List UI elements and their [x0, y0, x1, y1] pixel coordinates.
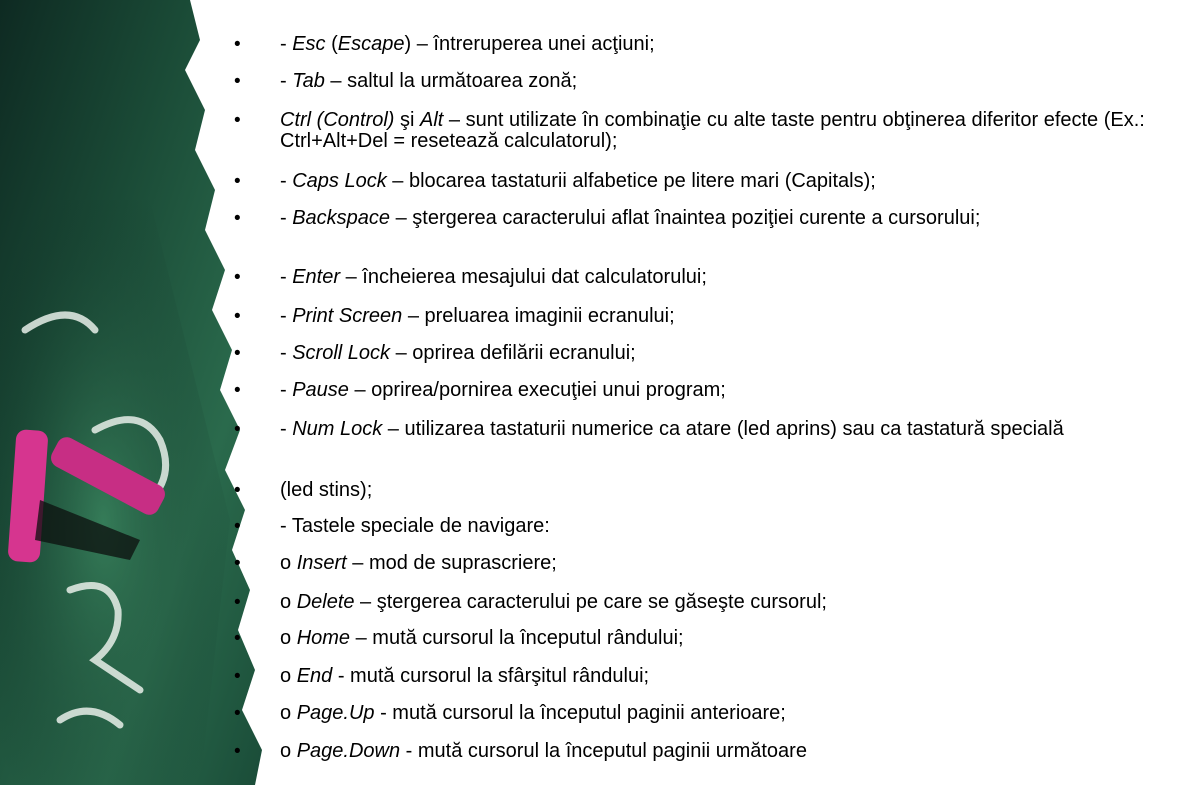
text-segment: şi	[394, 109, 421, 131]
key-name: Insert	[296, 552, 347, 574]
bullet-icon: •	[234, 267, 241, 288]
list-item-text	[280, 703, 1160, 724]
bullet-icon: •	[234, 592, 241, 613]
list-item-text	[280, 71, 1160, 92]
list-item-text	[280, 208, 1160, 229]
text-segment: o	[280, 627, 297, 649]
key-name: Pause	[292, 379, 349, 401]
key-name: Home	[296, 627, 351, 649]
bullet-icon: •	[234, 741, 241, 762]
key-name: Num Lock	[292, 418, 383, 440]
key-name: Page.Up	[296, 702, 375, 724]
text-segment: ) – întreruperea unei acţiuni;	[404, 33, 655, 55]
bullet-icon: •	[234, 480, 241, 501]
text-segment: -	[280, 70, 293, 92]
bullet-icon: •	[234, 666, 241, 687]
key-name: Enter	[292, 266, 341, 288]
text-segment: – oprirea defilării ecranului;	[390, 342, 636, 364]
text-segment: – saltul la următoarea zonă;	[324, 70, 578, 92]
list-item-text	[280, 666, 1160, 687]
bullet-icon: •	[234, 343, 241, 364]
bullet-icon: •	[234, 516, 241, 537]
bullet-icon: •	[234, 553, 241, 574]
text-segment: o	[280, 665, 297, 687]
text-segment: o	[280, 702, 297, 724]
list-item-text	[280, 516, 1160, 537]
text-segment: – încheierea mesajului dat calculatorului;	[340, 266, 707, 288]
bullet-icon: •	[234, 628, 241, 649]
key-name: Ctrl (Control)	[280, 109, 395, 131]
key-name: End	[296, 665, 333, 687]
bullet-icon: •	[234, 71, 241, 92]
text-segment: - Tastele speciale de navigare:	[280, 515, 550, 537]
list-item-text	[280, 171, 1160, 192]
key-name: Backspace	[292, 207, 391, 229]
text-segment: -	[280, 379, 293, 401]
text-segment: o	[280, 740, 297, 762]
list-item-text	[280, 553, 1160, 574]
bullet-icon: •	[234, 380, 241, 401]
text-segment: -	[280, 418, 293, 440]
key-name: Alt	[420, 109, 444, 131]
text-segment: – utilizarea tastaturii numerice ca atare (led aprins) sau ca tastatură specială	[382, 418, 1064, 440]
key-name: Page.Down	[296, 740, 401, 762]
text-segment: o	[280, 591, 297, 613]
text-segment: – ştergerea caracterului aflat înaintea poziţiei curente a cursorului;	[390, 207, 981, 229]
text-segment: - mută cursorul la sfârşitul rândului;	[332, 665, 650, 687]
text-segment: – mută cursorul la începutul rândului;	[350, 627, 684, 649]
bullet-icon: •	[234, 306, 241, 327]
text-segment: - mută cursorul la începutul paginii următoare	[400, 740, 807, 762]
key-name: Tab	[292, 70, 325, 92]
text-segment: – sunt utilizate în combinaţie cu alte taste pentru obţinerea diferitor efecte (Ex.: Ctrl+Alt+Del = resetează calculatorul);	[280, 109, 1145, 152]
list-item-text	[280, 306, 1160, 327]
list-item-text	[280, 628, 1160, 649]
text-segment: -	[280, 33, 293, 55]
key-name: Scroll Lock	[292, 342, 391, 364]
list-item-text	[280, 34, 1160, 55]
bullet-icon: •	[234, 208, 241, 229]
text-segment: -	[280, 342, 293, 364]
text-segment: -	[280, 305, 293, 327]
bullet-icon: •	[234, 703, 241, 724]
text-segment: -	[280, 266, 293, 288]
list-item-text	[280, 592, 1160, 613]
list-item-text	[280, 741, 1160, 762]
key-name: Escape	[337, 33, 405, 55]
text-segment: -	[280, 207, 293, 229]
list-item-text	[280, 380, 1160, 401]
list-item-text	[280, 343, 1160, 364]
text-segment: – oprirea/pornirea execuţiei unui program;	[348, 379, 726, 401]
text-segment: - mută cursorul la începutul paginii anterioare;	[374, 702, 786, 724]
list-item-text	[280, 480, 1160, 501]
key-name: Caps Lock	[292, 170, 387, 192]
bullet-icon: •	[234, 171, 241, 192]
text-segment: – mod de suprascriere;	[346, 552, 557, 574]
list-item-text	[280, 419, 1160, 440]
bullet-icon: •	[234, 110, 241, 131]
list-item-text	[280, 110, 1160, 152]
text-segment: – ştergerea caracterului pe care se găseşte cursorul;	[354, 591, 827, 613]
key-name: Print Screen	[292, 305, 403, 327]
key-name: Delete	[296, 591, 355, 613]
text-segment: (led stins);	[280, 479, 373, 501]
text-segment: – preluarea imaginii ecranului;	[402, 305, 675, 327]
key-name: Esc	[292, 33, 326, 55]
text-segment: o	[280, 552, 297, 574]
bullet-icon: •	[234, 419, 241, 440]
text-segment: (	[325, 33, 338, 55]
text-segment: – blocarea tastaturii alfabetice pe litere mari (Capitals);	[386, 170, 876, 192]
bullet-icon: •	[234, 34, 241, 55]
text-segment: -	[280, 170, 293, 192]
list-item-text	[280, 267, 1160, 288]
